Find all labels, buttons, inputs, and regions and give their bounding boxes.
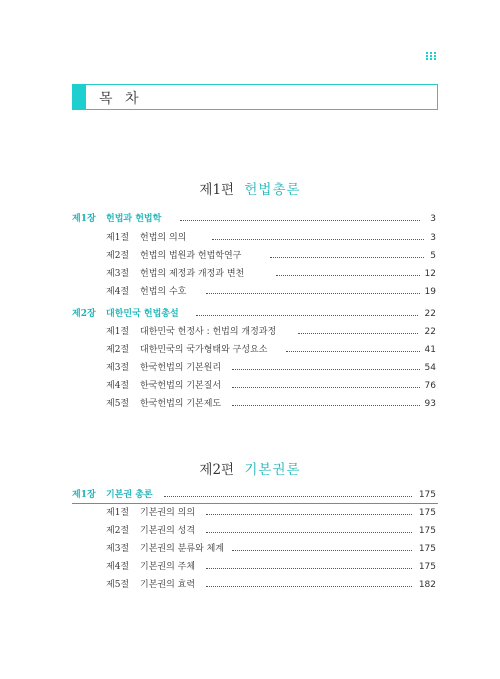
part-title — [0, 178, 500, 198]
dot-leader — [206, 293, 420, 294]
section-title: 헌법의 법원과 헌법학연구 — [140, 251, 242, 261]
page-number: 93 — [424, 399, 436, 409]
page-number: 41 — [424, 345, 436, 355]
page-number: 182 — [418, 580, 436, 590]
toc-section-row[interactable] — [0, 248, 500, 264]
toc-chapter-row[interactable] — [0, 306, 500, 322]
page-number: 54 — [424, 363, 436, 373]
section-number: 제5절 — [106, 580, 130, 590]
section-number: 제1절 — [106, 327, 130, 337]
section-title: 기본권의 분류와 체계 — [140, 544, 224, 554]
page-number: 5 — [430, 251, 436, 261]
chapter-number: 제1장 — [72, 490, 96, 500]
dot-leader — [232, 405, 420, 406]
section-number: 제2절 — [106, 526, 130, 536]
page-number: 175 — [418, 526, 436, 536]
dot-leader — [180, 220, 420, 221]
toc-section-row[interactable] — [0, 577, 500, 593]
section-number: 제3절 — [106, 269, 130, 279]
dot-leader — [232, 550, 412, 551]
page-number: 76 — [424, 381, 436, 391]
dot-leader — [270, 257, 424, 258]
section-title: 대한민국의 국가형태와 구성요소 — [140, 345, 268, 355]
section-number: 제2절 — [106, 251, 130, 261]
toc-section-row[interactable] — [0, 324, 500, 340]
section-title: 헌법의 제정과 개정과 변천 — [140, 269, 245, 279]
section-number: 제5절 — [106, 399, 130, 409]
section-title: 기본권의 효력 — [140, 580, 196, 590]
toc-chapter-row[interactable] — [0, 487, 500, 503]
page-number: 175 — [418, 544, 436, 554]
dot-leader — [212, 239, 424, 240]
part-title — [0, 458, 500, 478]
chapter-title: 헌법과 헌법학 — [106, 214, 162, 224]
page-number: 175 — [418, 490, 436, 500]
page-number: 12 — [424, 269, 436, 279]
section-number: 제1절 — [106, 508, 130, 518]
section-title: 헌법의 의의 — [140, 233, 187, 243]
part-number: 제2편 — [199, 462, 235, 478]
section-title: 기본권의 성격 — [140, 526, 196, 536]
page-number: 19 — [424, 287, 436, 297]
toc-section-row[interactable] — [0, 523, 500, 539]
section-title: 한국헌법의 기본원리 — [140, 363, 222, 373]
section-title: 대한민국 헌정사 : 헌법의 개정과정 — [140, 327, 277, 337]
toc-section-row[interactable] — [0, 541, 500, 557]
section-number: 제3절 — [106, 544, 130, 554]
toc-section-row[interactable] — [0, 505, 500, 521]
section-number: 제4절 — [106, 562, 130, 572]
dot-leader — [298, 333, 418, 334]
page-number: 22 — [424, 309, 436, 319]
toc-section-row[interactable] — [0, 284, 500, 300]
dot-leader — [232, 387, 420, 388]
header-accent-bar — [72, 84, 86, 110]
part-name: 헌법총론 — [244, 182, 301, 198]
page-number: 175 — [418, 562, 436, 572]
section-title: 헌법의 수호 — [140, 287, 187, 297]
section-number: 제2절 — [106, 345, 130, 355]
dot-leader — [206, 514, 412, 515]
toc-section-row[interactable] — [0, 266, 500, 282]
dot-leader — [276, 275, 420, 276]
toc-section-row[interactable] — [0, 360, 500, 376]
section-title: 기본권의 의의 — [140, 508, 196, 518]
dot-leader — [232, 369, 420, 370]
dot-leader — [164, 496, 412, 497]
dot-leader — [206, 586, 412, 587]
section-number: 제4절 — [106, 381, 130, 391]
toc-section-row[interactable] — [0, 559, 500, 575]
part-number: 제1편 — [199, 182, 235, 198]
chapter-underline — [72, 503, 438, 504]
page-number: 175 — [418, 508, 436, 518]
toc-title: 목 차 — [99, 91, 143, 107]
toc-section-row[interactable] — [0, 396, 500, 412]
section-title: 기본권의 주체 — [140, 562, 196, 572]
section-title: 한국헌법의 기본제도 — [140, 399, 222, 409]
part-name: 기본권론 — [244, 462, 301, 478]
section-number: 제4절 — [106, 287, 130, 297]
page-number: 3 — [430, 233, 436, 243]
dot-leader — [286, 351, 420, 352]
toc-section-row[interactable] — [0, 378, 500, 394]
page-number: 22 — [424, 327, 436, 337]
chapter-title: 기본권 총론 — [106, 490, 153, 500]
toc-section-row[interactable] — [0, 230, 500, 246]
grid-mark-icon — [426, 52, 436, 60]
chapter-title: 대한민국 헌법총설 — [106, 309, 179, 319]
section-number: 제3절 — [106, 363, 130, 373]
chapter-number: 제1장 — [72, 214, 96, 224]
chapter-number: 제2장 — [72, 309, 96, 319]
page-number: 3 — [430, 214, 436, 224]
toc-chapter-row[interactable] — [0, 211, 500, 227]
dot-leader — [206, 568, 412, 569]
section-number: 제1절 — [106, 233, 130, 243]
section-title: 한국헌법의 기본질서 — [140, 381, 222, 391]
toc-header — [72, 84, 438, 110]
toc-section-row[interactable] — [0, 342, 500, 358]
dot-leader — [196, 315, 418, 316]
dot-leader — [206, 532, 412, 533]
